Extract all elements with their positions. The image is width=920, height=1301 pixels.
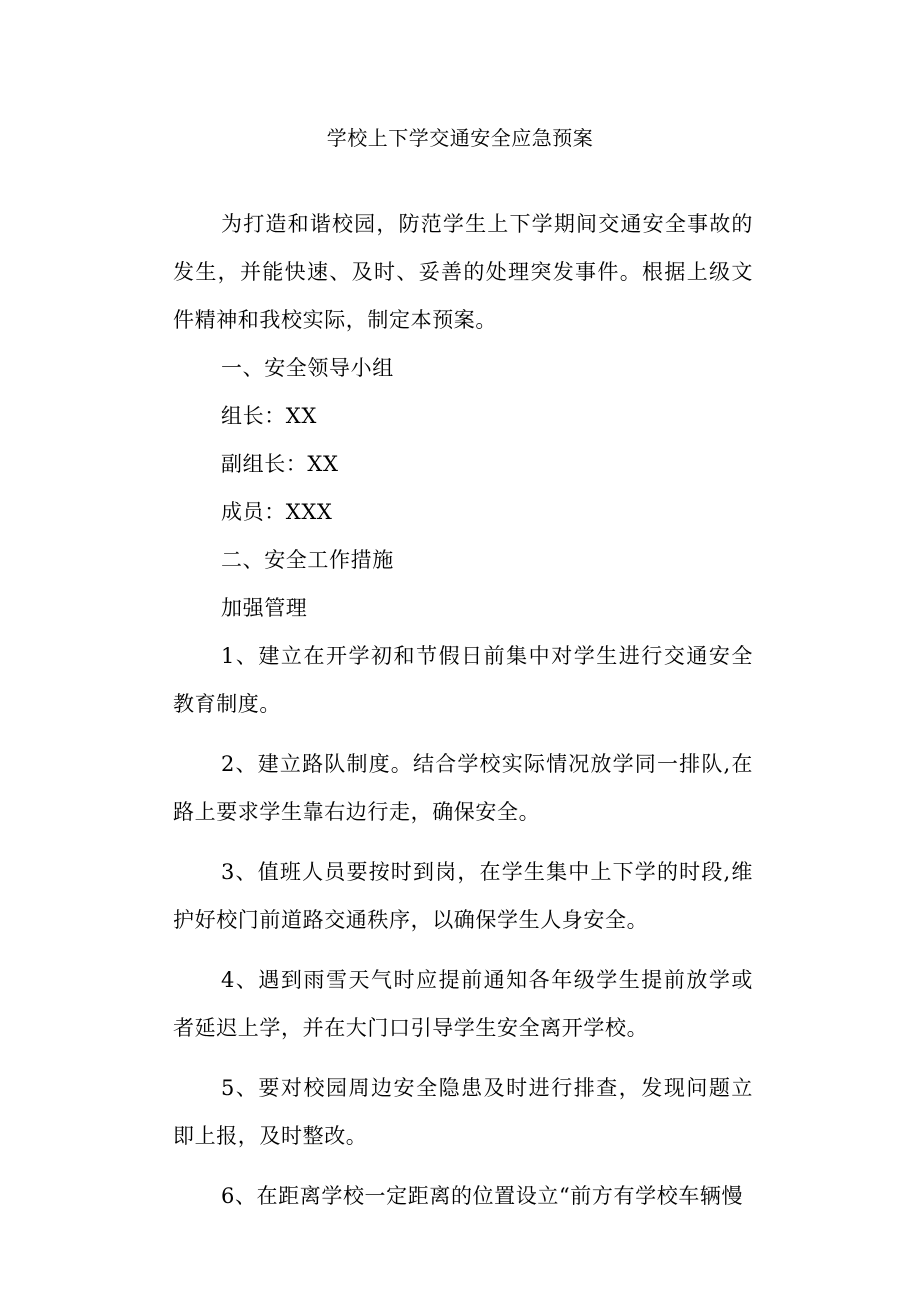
section-heading-measures: 二、安全工作措施 xyxy=(221,548,394,572)
members-line: 成员：XXX xyxy=(221,500,333,524)
intro-paragraph: 为打造和谐校园，防范学生上下学期间交通安全事故的发生，并能快速、及时、妥善的处理突发事件。根据上级文件精神和我校实际，制定本预案。 xyxy=(173,212,753,332)
measure-item-4: 4、遇到雨雪天气时应提前通知各年级学生提前放学或者延迟上学，并在大门口引导学生安全离开学校。 xyxy=(173,968,753,1040)
section-heading-leadership: 一、安全领导小组 xyxy=(221,356,394,380)
measure-item-6: 6、在距离学校一定距离的位置设立“前方有学校车辆慢 xyxy=(221,1184,744,1208)
document-body xyxy=(173,200,753,1232)
subheading-management: 加强管理 xyxy=(221,596,308,620)
measure-item-5: 5、要对校园周边安全隐患及时进行排查，发现问题立即上报，及时整改。 xyxy=(173,1076,753,1148)
document-title: 学校上下学交通安全应急预案 xyxy=(326,126,594,150)
leader-line: 组长：XX xyxy=(221,404,317,428)
measure-item-2: 2、建立路队制度。结合学校实际情况放学同一排队,在路上要求学生靠右边行走，确保安全。 xyxy=(173,752,753,824)
measure-item-3: 3、值班人员要按时到岗，在学生集中上下学的时段,维护好校门前道路交通秩序，以确保学生人身安全。 xyxy=(173,860,753,932)
measure-item-1: 1、建立在开学初和节假日前集中对学生进行交通安全教育制度。 xyxy=(173,644,753,716)
deputy-leader-line: 副组长：XX xyxy=(221,452,339,476)
